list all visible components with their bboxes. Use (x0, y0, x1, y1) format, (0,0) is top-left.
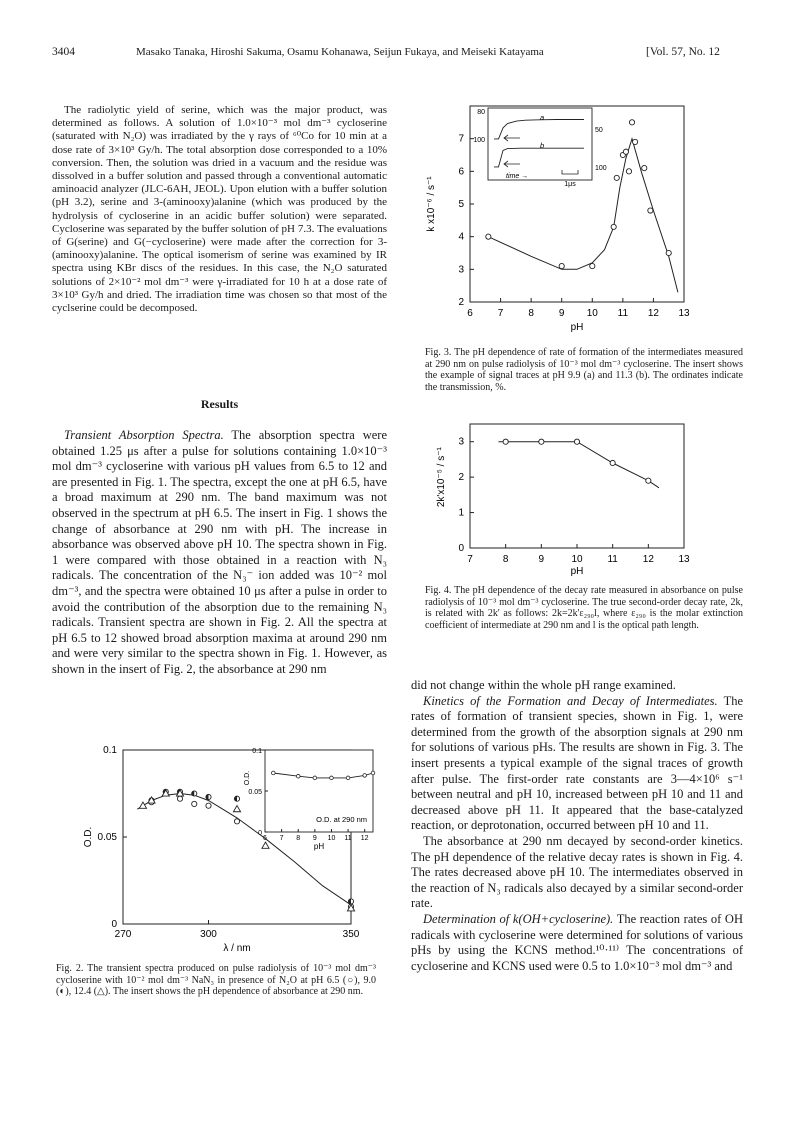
fig2-inset (244, 748, 375, 851)
journal-volume: [Vol. 57, No. 12 (646, 46, 720, 58)
fig2-caption: Fig. 2. The transient spectra produced on pulse radiolysis of 10⁻³ mol dm⁻³ cycloserine with 10⁻² mol dm⁻³ NaN₃ in presence of N₂O at pH 6.5 (○), 9.0 (◐), 12.4 (△). The insert shows the pH dependence of absorbance at 290 nm. (56, 963, 376, 998)
section-heading-results: Results (200, 397, 239, 411)
paragraph-body: The reaction rates of OH radicals with cycloserine were determined for solutions of various pHs by using the KCNS method.¹⁰·¹¹⁾ The concentrations of cycloserine and KCNS used were 0.5 to 1.0×10⁻³ mol dm⁻³ and (411, 911, 743, 973)
data-point-triangle (262, 842, 269, 848)
right-text-block (411, 678, 743, 974)
y-axis-label: k x10⁻⁶ / s⁻¹ (426, 176, 437, 232)
paragraph-methods: The radiolytic yield of serine, which was the major product, was determined as follows. A solution of 1.0×10⁻³ mol dm⁻³ cycloserine (saturated with N₂O) was irradiated by the γ rays of ⁶⁰Co for 10 min at a dose rate of 3×10³ Gy/h. The total absorption dose corresponded to a 10% conversion. Then, the solution was dried in a vacuum and the residue was dissolved in a buffer solution and passed through a conventional automatic aminoacid analyzer (JLC-6AH, JEOL). Upon elution with a buffer solution (pH 3.2), serine and 3-(aminooxy)alanine (which was produced by the hydrolysis of cycloserine in an acidic buffer solution) were separated. Cycloserine was separated by the buffer solution of pH 7.3. The evaluations of G(serine) and G(−cycloserine) were made after the correction for 3-(aminooxy)alanine. The optical isomerism of serine was examined by IR spectra using KBr discs of the residues. In this case, the N₂O saturated solutions of 2×10⁻² mol dm⁻³ were γ-irradiated for 10 h at a dose rate of 3×10³ Gy/h and dried. The irradiation time was chosen so that most of the cyclserine could be decomposed. (52, 104, 387, 315)
x-tick-label: 300 (200, 929, 217, 940)
y-tick-label: 6 (458, 166, 464, 178)
y-tick-label: 0.1 (103, 745, 117, 756)
y-tick-label: 2 (458, 297, 464, 308)
inset-x-tick-label: 12 (360, 835, 369, 842)
data-point (486, 234, 491, 239)
inset-y-tick-label-right: 100 (595, 165, 607, 172)
inset-x-tick-label: 9 (312, 835, 317, 842)
data-point (574, 439, 579, 444)
x-tick-label: 270 (114, 929, 132, 940)
data-point (666, 250, 671, 255)
paragraph-body: The rates of formation of transient species, shown in Fig. 1, were determined from the growth of the absorption signals at 290 nm for solutions of various pHs. The results are shown in Fig. 3. The insert presents a typical example of the signal traces of growth after pulse. The first-order rate constants are 3—4×10⁶ s⁻¹ between neutral and pH 10, increased between pH 10 and 11 and decreased above pH 11. It appeared that the base-catalyzed reaction, or deprotonation, occurred between pH 10 and 11. (411, 693, 744, 833)
fig3-inset (473, 108, 606, 188)
inset-x-tick-label: 8 (296, 835, 301, 842)
fitted-curve (499, 442, 660, 488)
fig4-curve (499, 442, 660, 488)
y-tick-label: 0 (458, 543, 464, 554)
data-point (648, 208, 653, 213)
y-tick-label: 3 (458, 264, 464, 276)
y-tick-label: 7 (458, 133, 464, 145)
inset-data-point (330, 776, 334, 780)
fig4-axes (436, 424, 690, 577)
x-tick-label: 13 (678, 554, 690, 565)
x-tick-label: 8 (502, 554, 509, 565)
inset-time-label: time → (506, 173, 529, 180)
inset-y-tick-label: 0.1 (252, 748, 262, 755)
paragraph-body: The absorption spectra were obtained 1.25 μs after a pulse for solutions containing 1.0×10⁻³ mol dm⁻³ cycloserine with various pH values from 6.5 to 12 and are presented in Fig. 1. The spectra, except the one at pH 6.5, have a broad maximum at 290 nm. The band maximum was not observed in the spectrum at pH 6.5. The insert in Fig. 1 shows the change of absorbance at 290 nm with pH. The increase in absorbance was observed above pH 10. The spectra shown in Fig. 1 were compared with those obtained in a reaction with N₃ radicals. The concentration of the N₃⁻ ion added was 10⁻² mol dm⁻³, and the spectra were obtained 10 μs after a pulse in order to avoid the contribution of the absorption due to the remaining N₃ radicals. Transient spectra are shown in Fig. 2. All the spectra at pH 6.5 to 12 showed broad absorption maxima at around 290 nm and were very similar to the spectra shown in Fig. 1. However, as shown in the insert of Fig. 2, the absorbance at 290 nm (52, 428, 387, 676)
inset-data-point (371, 771, 375, 775)
paragraph-decay: The absorbance at 290 nm decayed by second-order kinetics. The pH dependence of the relative decay rates is shown in Fig. 4. The rates decreased above pH 10. The intermediates observed in the reaction of N₃ radicals also decayed by a similar second-order rate. (411, 833, 743, 911)
y-tick-label: 3 (458, 436, 464, 448)
left-results-block (52, 428, 387, 678)
x-tick-label: 350 (342, 929, 360, 940)
data-point (623, 149, 628, 154)
data-point-triangle (139, 802, 146, 808)
data-point (626, 169, 631, 174)
y-tick-label: 1 (458, 507, 464, 519)
data-point (539, 439, 544, 444)
inset-x-tick-label: 11 (344, 835, 352, 842)
x-tick-label: 11 (617, 308, 629, 319)
fig3-caption: Fig. 3. The pH dependence of rate of formation of the intermediates measured at 290 nm on pulse radiolysis of 10⁻³ mol dm⁻³ cycloserine. The insert shows the example of signal traces at pH 9.9 (a) and 11.3 (b). The ordinates indicate the transmission, %. (425, 347, 743, 393)
data-point (610, 460, 615, 465)
y-tick-label: 4 (458, 231, 464, 243)
figure-4 (420, 420, 710, 580)
inset-y-tick-label: 0.05 (248, 789, 262, 796)
inset-y-tick-label-left: 80 (477, 109, 485, 116)
inset-annotation: O.D. at 290 nm (316, 815, 367, 824)
fig4-points (503, 439, 651, 483)
inset-data-point (363, 774, 367, 778)
paragraph-continuation: did not change within the whole pH range examined. (411, 678, 676, 692)
left-text-block (52, 104, 387, 315)
x-tick-label: 11 (607, 554, 618, 565)
data-point (629, 120, 634, 125)
x-tick-label: 9 (558, 308, 565, 319)
y-axis-label: O.D. (83, 826, 94, 848)
data-point-circle (192, 801, 197, 806)
y-tick-label: 0.05 (97, 832, 117, 843)
inset-data-point (346, 776, 350, 780)
data-point (611, 224, 616, 229)
inset-x-tick-label: 6 (263, 835, 267, 842)
inset-data-point (272, 771, 276, 775)
page-number: 3404 (52, 46, 75, 58)
inset-x-tick-label: 10 (327, 835, 336, 842)
x-tick-label: 10 (571, 554, 583, 565)
data-point-circle (206, 803, 211, 808)
data-point (559, 263, 564, 268)
x-tick-label: 7 (497, 308, 504, 319)
inset-trace-label: b (540, 141, 545, 150)
paragraph-determination (411, 912, 743, 974)
y-tick-label: 2 (458, 472, 464, 484)
x-tick-label: 12 (647, 308, 659, 319)
inset-y-tick-label-left: 100 (473, 137, 485, 144)
inset-data-point (296, 774, 300, 778)
paragraph-kinetics (411, 694, 743, 834)
x-tick-label: 13 (678, 308, 690, 319)
inset-x-tick-label: 7 (279, 835, 284, 842)
x-tick-label: 8 (528, 308, 534, 319)
figure-2 (75, 742, 385, 952)
inset-scale-label: 1μs (564, 181, 576, 188)
data-point-triangle (233, 806, 240, 812)
x-tick-label: 9 (538, 554, 545, 565)
y-tick-label: 5 (458, 199, 464, 210)
inset-y-tick-label: 0 (258, 830, 262, 837)
x-axis-label: pH (570, 322, 584, 333)
paragraph-lead: Determination of k(OH+cycloserine). (423, 911, 614, 926)
inset-y-tick-label-right: 50 (595, 127, 603, 134)
data-point (642, 165, 647, 170)
data-point (646, 478, 651, 483)
running-authors: Masako Tanaka, Hiroshi Sakuma, Osamu Kohanawa, Seijun Fukaya, and Meiseki Katayama (136, 46, 544, 58)
x-axis-label: pH (570, 566, 584, 577)
inset-data-point (313, 776, 317, 780)
x-tick-label: 7 (467, 554, 473, 565)
y-axis-label: 2k'x10⁻⁵ / s⁻¹ (436, 447, 447, 508)
data-point-circle (177, 796, 182, 801)
y-tick-label: 0 (111, 919, 117, 930)
fig4-caption: Fig. 4. The pH dependence of the decay rate measured in absorbance on pulse radiolysis of 10⁻³ mol dm⁻³ cycloserine. The true second-order decay rate, 2k, is related with 2k' as follows: 2k=2k'ε₂₉₀l, where ε₂₉₀ is the molar extinction coefficient of intermediate at 290 nm and l is the optical path length. (425, 585, 743, 631)
x-tick-label: 12 (642, 554, 654, 565)
data-point-circle (234, 819, 239, 824)
paragraph-transient-spectra (52, 428, 387, 678)
figure-3 (420, 100, 710, 345)
paragraph-lead: Kinetics of the Formation and Decay of Intermediates. (423, 693, 718, 708)
x-axis-label: λ / nm (223, 943, 251, 954)
data-point (503, 439, 508, 444)
data-point (590, 263, 595, 268)
inset-trace-label: a (540, 113, 545, 122)
data-point (614, 175, 619, 180)
x-tick-label: 6 (467, 308, 473, 319)
inset-x-axis-label: pH (313, 842, 325, 851)
x-tick-label: 10 (586, 308, 598, 319)
inset-y-axis-label: O.D. (244, 770, 251, 786)
paragraph-lead: Transient Absorption Spectra. (64, 428, 224, 442)
data-point (632, 139, 637, 144)
